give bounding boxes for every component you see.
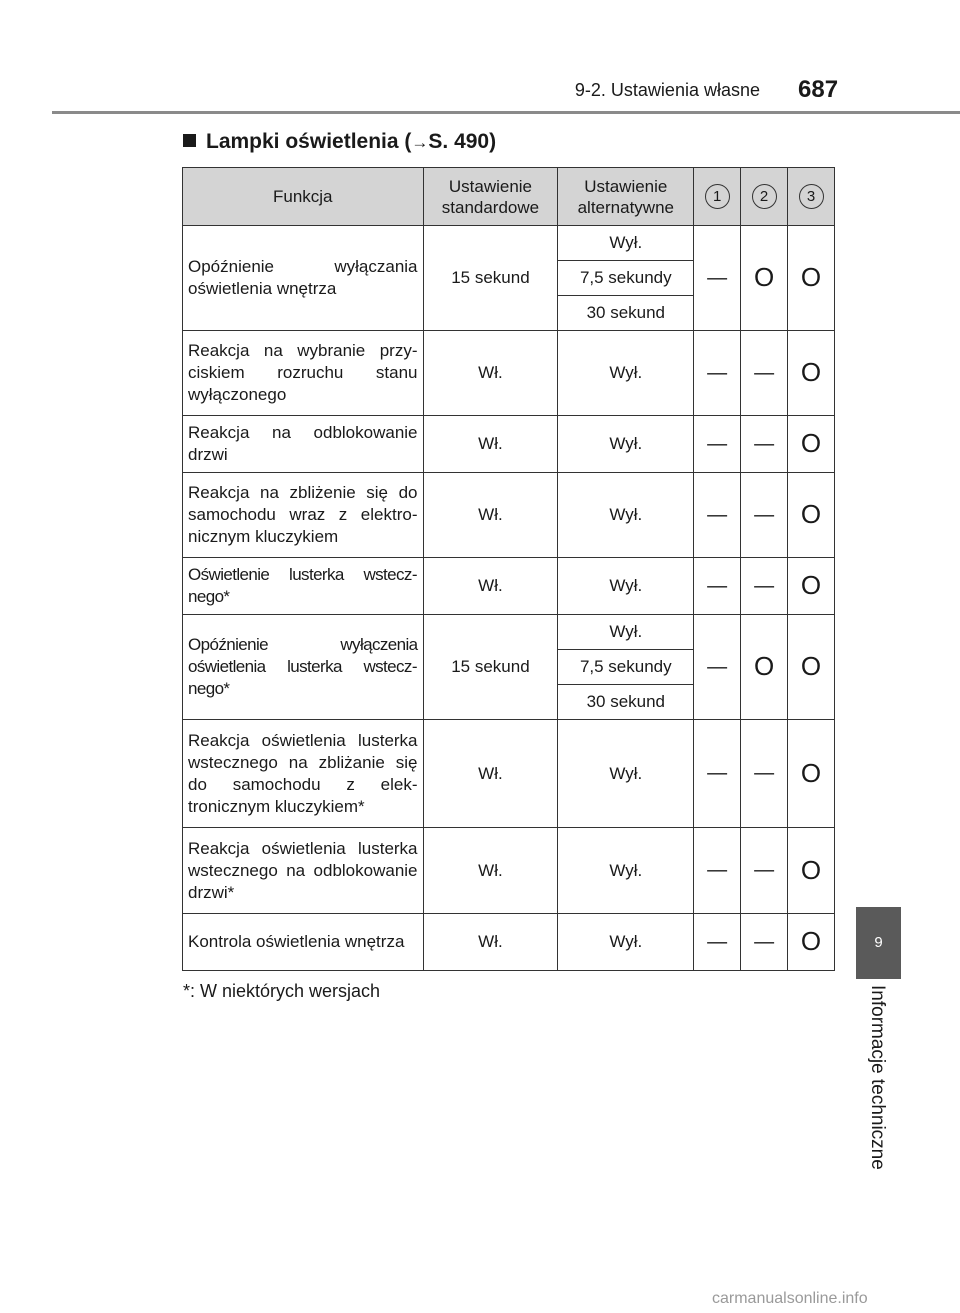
cell-alternative: Wył. <box>558 720 694 828</box>
header-col-3 <box>788 168 835 226</box>
arrow-right-icon: → <box>411 133 429 152</box>
cell-standard: Wł. <box>423 828 558 914</box>
circled-1-icon: 1 <box>705 184 730 209</box>
cell-standard: Wł. <box>423 473 558 558</box>
table-row <box>183 416 835 473</box>
cell-alternative: Wył. <box>558 331 694 416</box>
section-header: 9-2. Ustawienia własne <box>574 80 760 100</box>
cell-mark-3 <box>788 720 835 828</box>
cell-standard: Wł. <box>423 914 558 971</box>
cell-mark-2: — <box>741 331 788 416</box>
circle-mark: O <box>753 651 775 681</box>
watermark: carmanualsonline.info <box>712 1290 868 1307</box>
page-reference-link[interactable]: S. 490) <box>428 130 497 153</box>
circle-mark: O <box>800 262 822 292</box>
circled-2-icon: 2 <box>752 184 777 209</box>
cell-mark-2: — <box>741 914 788 971</box>
cell-mark-3 <box>788 828 835 914</box>
settings-table <box>182 167 835 971</box>
cell-mark-1: — <box>694 828 741 914</box>
cell-mark-1: — <box>694 473 741 558</box>
chapter-tab: 9 <box>856 907 901 979</box>
cell-mark-3 <box>788 914 835 971</box>
cell-function: Opóźnienie wyłączania oświetlenia wnętrza <box>183 226 424 331</box>
cell-mark-2 <box>741 615 788 720</box>
cell-function: Opóźnienie wyłączenia oświetlenia lusterka wstecznego* <box>183 615 424 720</box>
cell-alternative: Wył. <box>558 914 694 971</box>
section-title <box>183 130 496 154</box>
cell-standard: Wł. <box>423 720 558 828</box>
cell-mark-1: — <box>694 331 741 416</box>
cell-mark-3 <box>788 416 835 473</box>
table-row <box>183 914 835 971</box>
circle-mark: O <box>753 262 775 292</box>
footnote: *: W niektórych wersjach <box>183 981 381 1001</box>
cell-standard: 15 sekund <box>423 226 558 331</box>
cell-alternative: Wył. <box>558 416 694 473</box>
cell-mark-1: — <box>694 914 741 971</box>
table-row <box>183 226 835 261</box>
cell-alternative: Wył. <box>558 558 694 615</box>
circled-3-icon: 3 <box>799 184 824 209</box>
cell-standard: Wł. <box>423 416 558 473</box>
cell-mark-2: — <box>741 828 788 914</box>
header-standard: Ustawienie standardowe <box>423 168 558 226</box>
table-row <box>183 331 835 416</box>
header-divider <box>52 111 960 114</box>
cell-alternative: 7,5 sekundy <box>558 261 694 296</box>
cell-function: Reakcja na odblokowanie drzwi <box>183 416 424 473</box>
cell-mark-3 <box>788 558 835 615</box>
cell-standard: 15 sekund <box>423 615 558 720</box>
cell-mark-1: — <box>694 226 741 331</box>
cell-alternative: Wył. <box>558 615 694 650</box>
table-row <box>183 720 835 828</box>
table-header-row <box>183 168 835 226</box>
cell-mark-3 <box>788 615 835 720</box>
cell-function: Reakcja oświetlenia lusterka wstecznego na zbliżanie się do samochodu z elektronicznym kluczykiem* <box>183 720 424 828</box>
cell-mark-1: — <box>694 720 741 828</box>
cell-mark-2: — <box>741 558 788 615</box>
cell-mark-2: — <box>741 416 788 473</box>
header-col-1 <box>694 168 741 226</box>
chapter-label: Informacje techniczne <box>867 985 888 1170</box>
cell-standard: Wł. <box>423 331 558 416</box>
cell-function: Kontrola oświetlenia wnętrza <box>183 914 424 971</box>
cell-alternative: 30 sekund <box>558 296 694 331</box>
table-row <box>183 615 835 650</box>
cell-alternative: 30 sekund <box>558 685 694 720</box>
square-bullet-icon <box>183 134 196 147</box>
cell-alternative: Wył. <box>558 226 694 261</box>
table-row <box>183 828 835 914</box>
header-alternative: Ustawienie alternatywne <box>558 168 694 226</box>
cell-function: Reakcja na zbliżenie się do samochodu wraz z elektronicznym kluczykiem <box>183 473 424 558</box>
cell-alternative: Wył. <box>558 828 694 914</box>
header-function: Funkcja <box>183 168 424 226</box>
circle-mark: O <box>800 428 822 458</box>
cell-function: Reakcja na wybranie przyciskiem rozruchu stanu wyłączonego <box>183 331 424 416</box>
circle-mark: O <box>800 854 822 885</box>
cell-mark-2: — <box>741 473 788 558</box>
circle-mark: O <box>800 499 822 529</box>
circle-mark: O <box>800 357 822 387</box>
cell-function: Oświetlenie lusterka wstecznego* <box>183 558 424 615</box>
cell-mark-1: — <box>694 416 741 473</box>
circle-mark: O <box>800 757 822 788</box>
circle-mark: O <box>800 926 822 956</box>
cell-standard: Wł. <box>423 558 558 615</box>
cell-mark-1: — <box>694 615 741 720</box>
cell-mark-2: — <box>741 720 788 828</box>
cell-alternative: 7,5 sekundy <box>558 650 694 685</box>
cell-mark-1: — <box>694 558 741 615</box>
cell-alternative: Wył. <box>558 473 694 558</box>
cell-mark-2 <box>741 226 788 331</box>
page-number: 687 <box>798 76 839 103</box>
cell-function: Reakcja oświetlenia lusterka wstecznego na odblokowanie drzwi* <box>183 828 424 914</box>
cell-mark-3 <box>788 226 835 331</box>
circle-mark: O <box>800 570 822 600</box>
circle-mark: O <box>800 651 822 681</box>
cell-mark-3 <box>788 331 835 416</box>
section-title-text: Lampki oświetlenia ( <box>206 130 412 153</box>
cell-mark-3 <box>788 473 835 558</box>
table-row <box>183 558 835 615</box>
header-col-2 <box>741 168 788 226</box>
table-row <box>183 473 835 558</box>
